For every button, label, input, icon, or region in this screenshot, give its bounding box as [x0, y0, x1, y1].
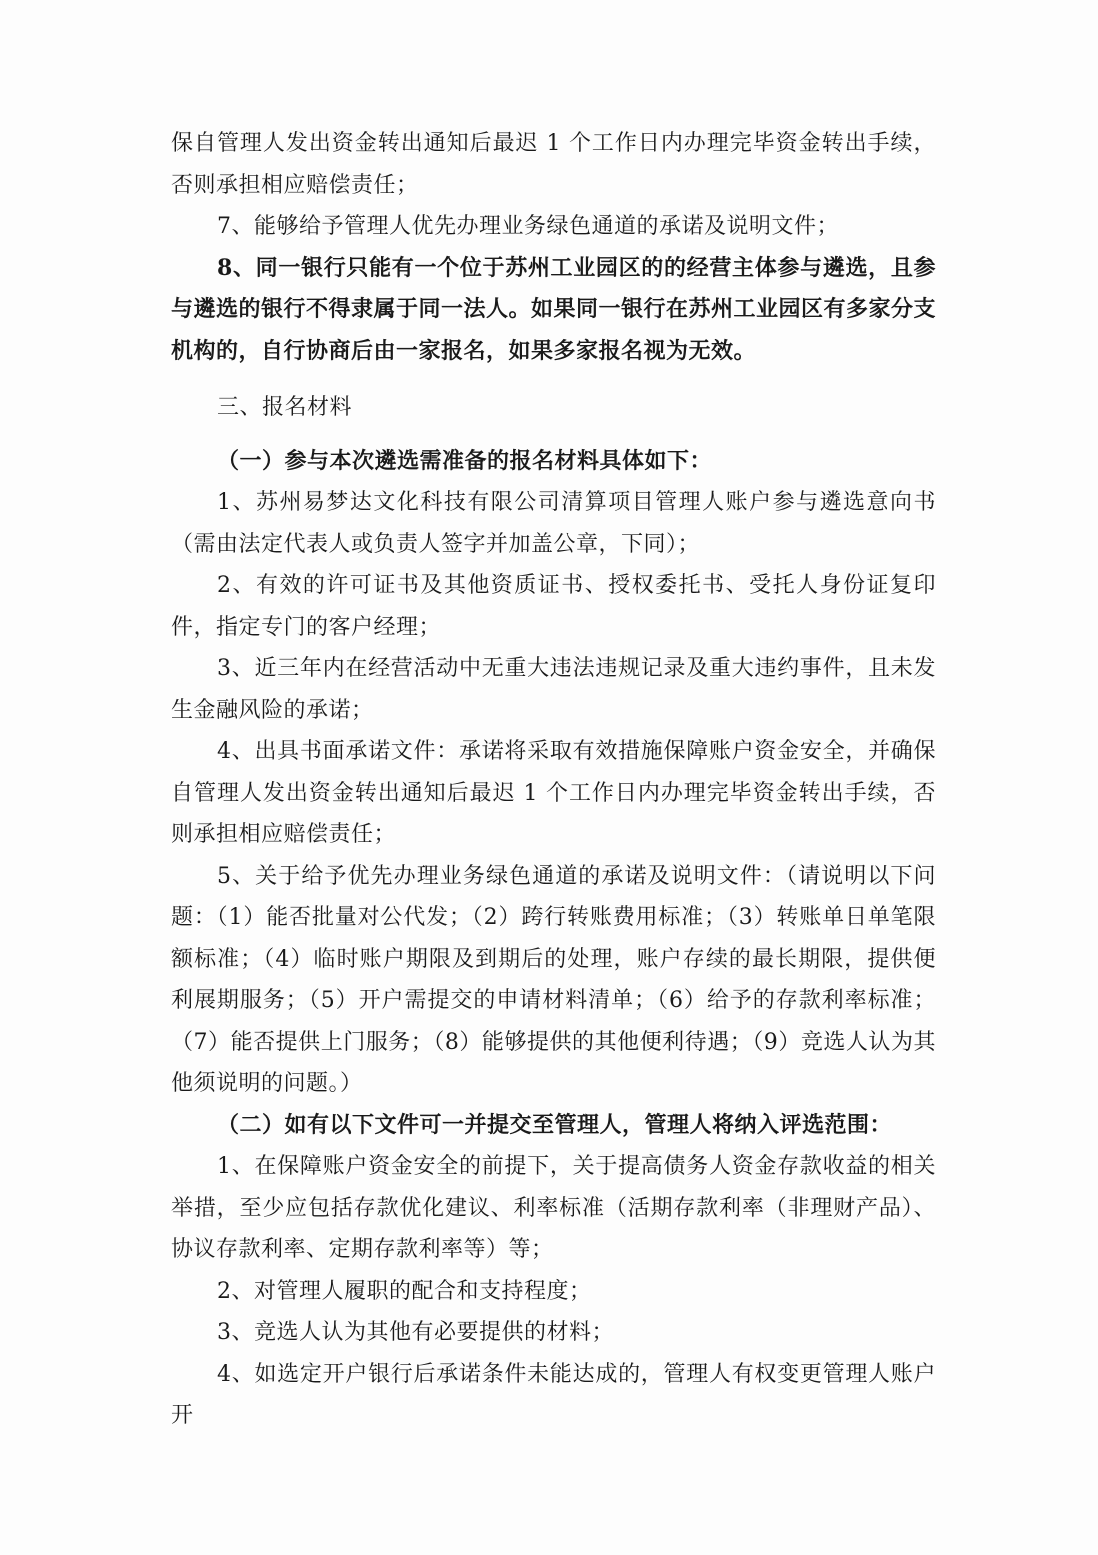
paragraph-material-3: 3、近三年内在经营活动中无重大违法违规记录及重大违约事件，且未发生金融风险的承诺； [171, 656, 936, 723]
section-heading-registration-materials: 三、报名材料 [217, 395, 353, 420]
subsection-heading-2: （二）如有以下文件可一并提交至管理人，管理人将纳入评选范围： [217, 1111, 893, 1138]
paragraph-material-5: 5、关于给予优先办理业务绿色通道的承诺及说明文件：（请说明以下问题：（1）能否批量对公代发；（2）跨行转账费用标准；（3）转账单日单笔限额标准；（4）临时账户期限及到期后的处理，账户存续的最长期限，提供便利展期服务；（5）开户需提交的申请材料清单；（6）给予的存款利率标准；（7）能否提供上门服务；（8）能够提供的其他便利待遇；（9）竞选人认为其他须说明的问题。） [171, 863, 936, 1096]
paragraph-item-8: 8、同一银行只能有一个位于苏州工业园区的的经营主体参与遴选，且参与遴选的银行不得隶属于同一法人。如果同一银行在苏州工业园区有多家分支机构的，自行协商后由一家报名，如果多家报名视为无效。 [171, 254, 937, 364]
paragraph-item-7: 7、能够给予管理人优先办理业务绿色通道的承诺及说明文件； [217, 214, 839, 239]
paragraph-material-1: 1、苏州易梦达文化科技有限公司清算项目管理人账户参与遴选意向书（需由法定代表人或负责人签字并加盖公章，下同）； [171, 490, 936, 557]
paragraph-material-2: 2、有效的许可证书及其他资质证书、授权委托书、受托人身份证复印件，指定专门的客户经理； [171, 573, 936, 640]
subsection-heading-1: （一）参与本次遴选需准备的报名材料具体如下： [217, 447, 713, 474]
paragraph-optional-2: 2、对管理人履职的配合和支持程度； [217, 1278, 592, 1304]
paragraph-optional-1: 1、在保障账户资金安全的前提下，关于提高债务人资金存款收益的相关举措，至少应包括存款优化建议、利率标准（活期存款利率（非理财产品）、协议存款利率、定期存款利率等）等； [171, 1154, 936, 1262]
paragraph-continuation: 保自管理人发出资金转出通知后最迟 1 个工作日内办理完毕资金转出手续，否则承担相应赔偿责任； [171, 131, 936, 198]
paragraph-optional-4: 4、如选定开户银行后承诺条件未能达成的，管理人有权变更管理人账户开 [171, 1361, 936, 1428]
paragraph-material-4: 4、出具书面承诺文件：承诺将采取有效措施保障账户资金安全，并确保自管理人发出资金转出通知后最迟 1 个工作日内办理完毕资金转出手续，否则承担相应赔偿责任； [171, 739, 936, 847]
paragraph-optional-3: 3、竞选人认为其他有必要提供的材料； [217, 1320, 614, 1345]
document-body [171, 123, 936, 1437]
